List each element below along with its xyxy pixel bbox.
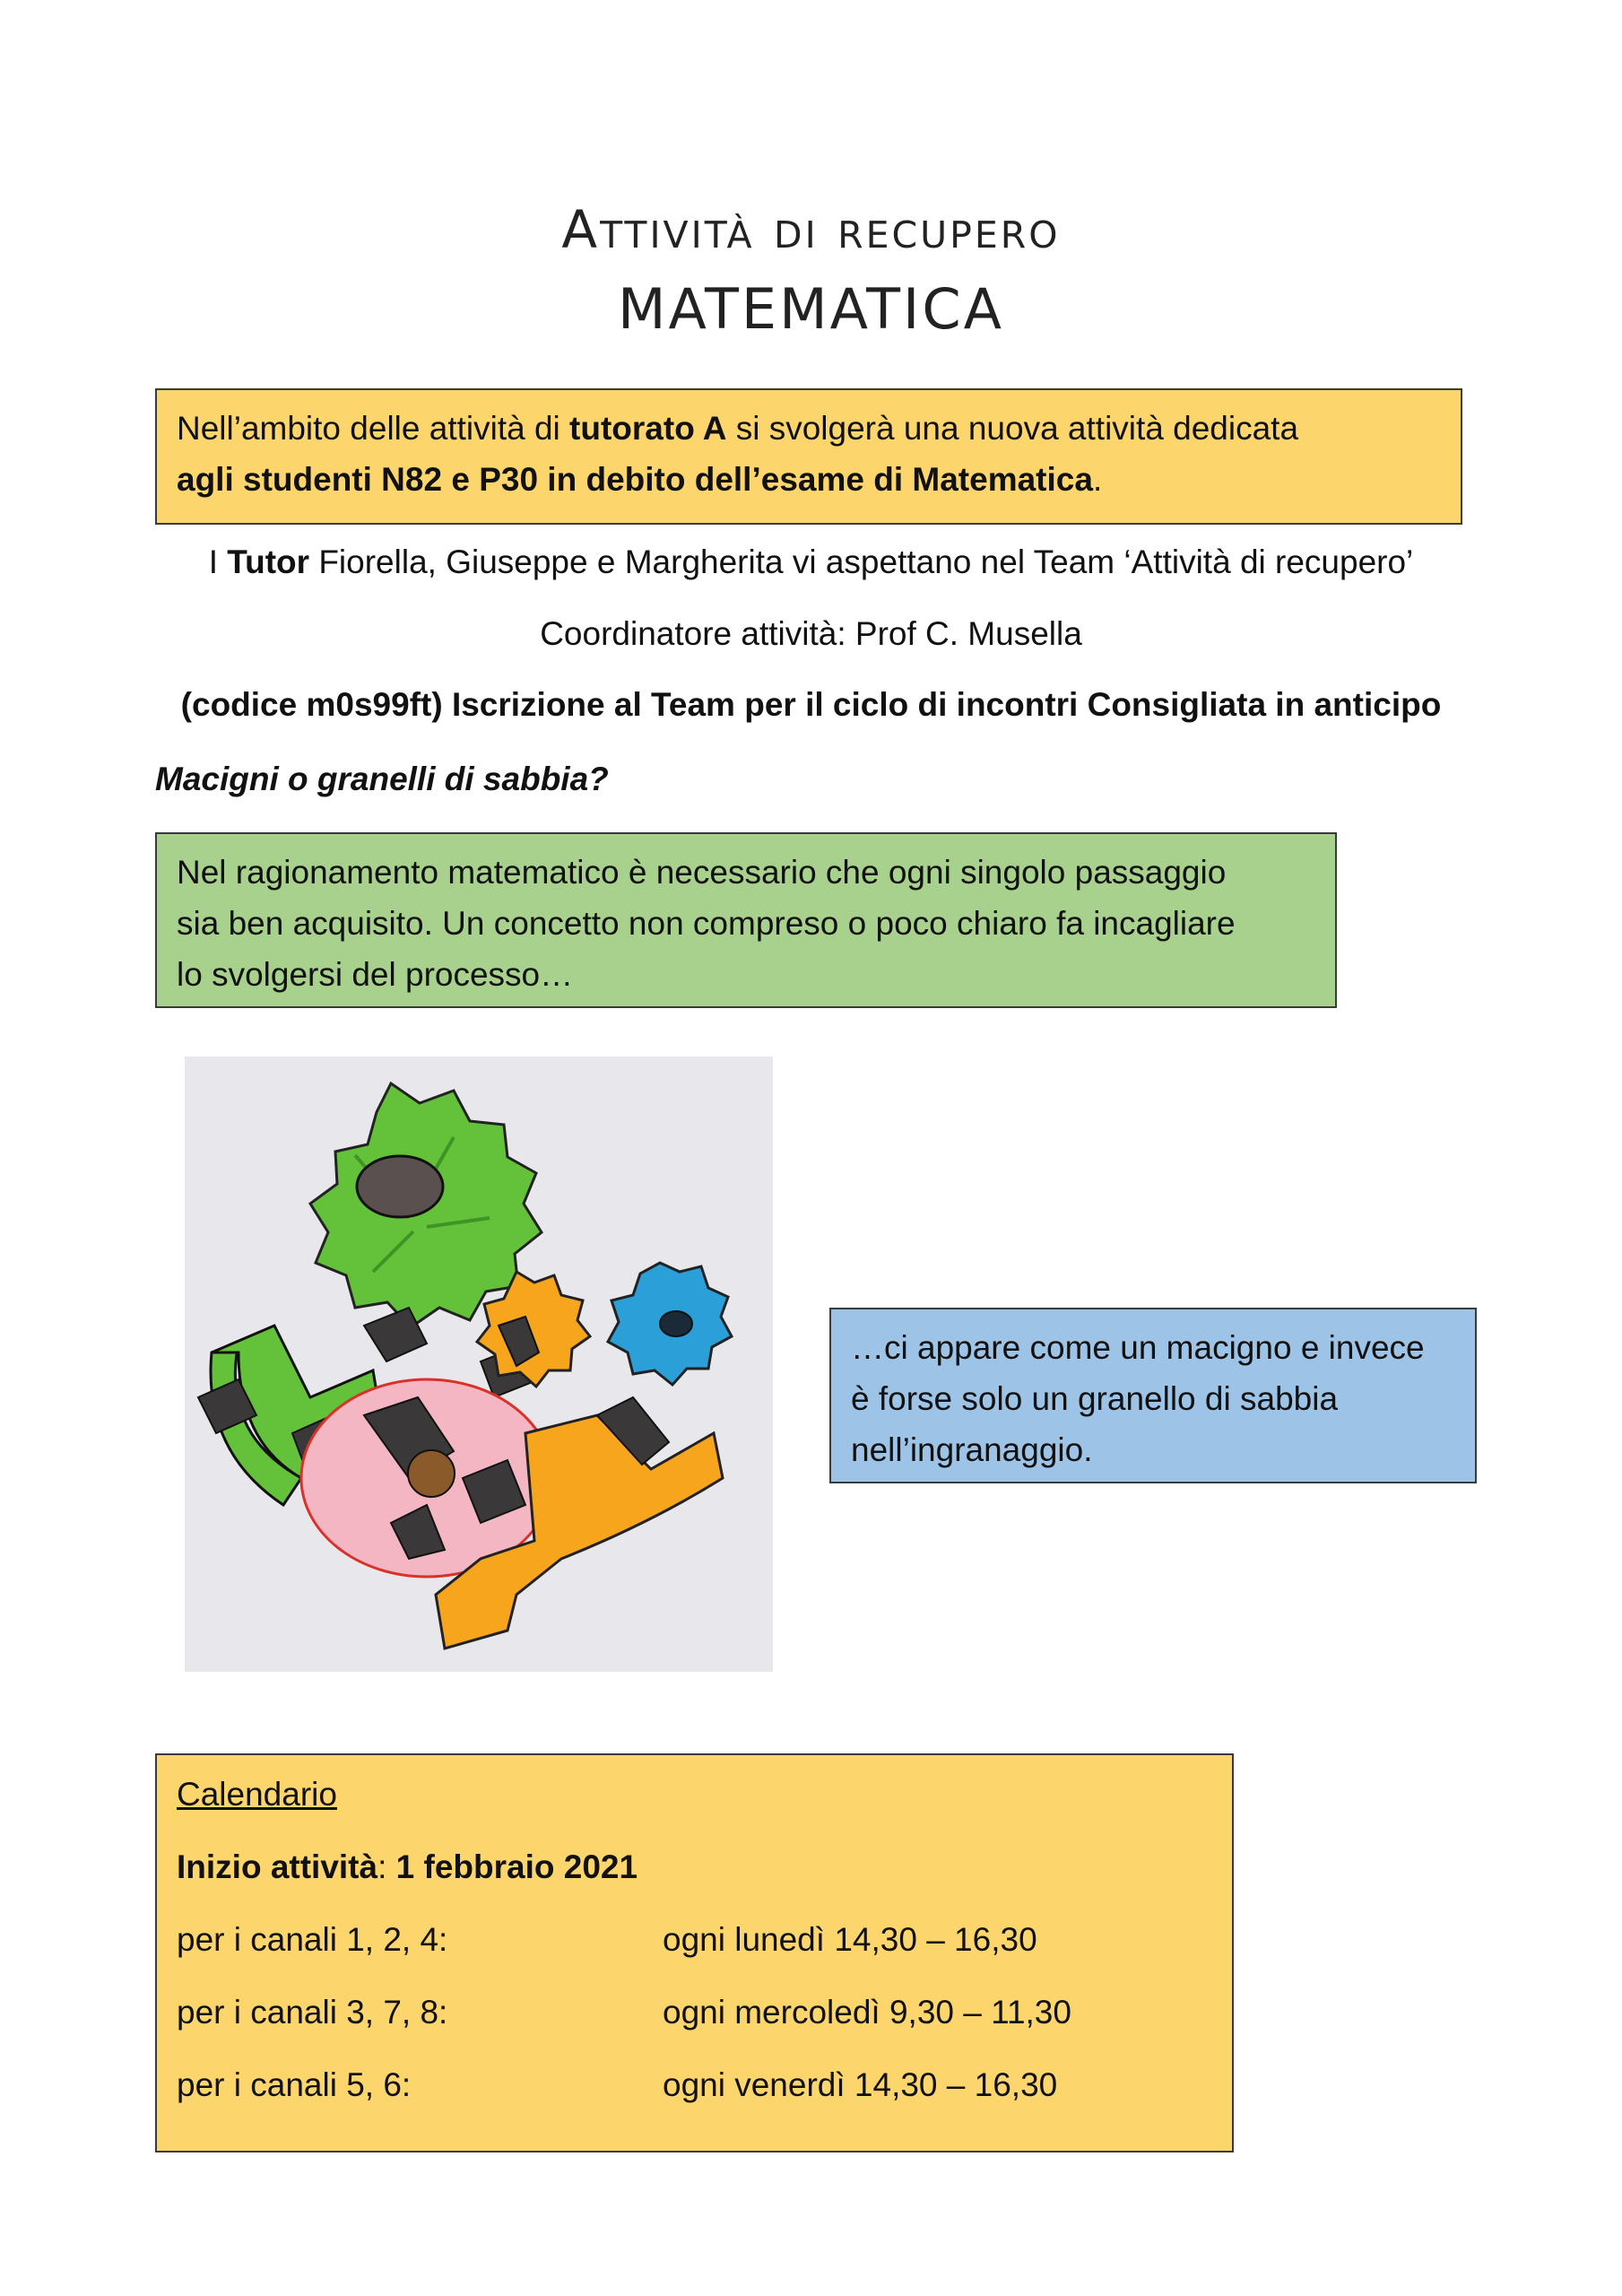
intro-box	[155, 388, 1462, 525]
page-title: Attività di recupero	[561, 199, 1061, 260]
calendar-start	[177, 1841, 638, 1892]
calendar-start-sep: :	[377, 1848, 396, 1885]
green-box	[155, 832, 1337, 1008]
blue-line-1: …ci appare come un macigno e invece	[851, 1329, 1425, 1366]
intro-bold-2: agli studenti N82 e P30 in debito dell’esame di Matematica	[177, 461, 1093, 498]
blue-box	[829, 1308, 1477, 1483]
calendar-row-value: ogni venerdì 14,30 – 16,30	[663, 2066, 1058, 2103]
intro-line-2	[177, 454, 1441, 505]
green-line-2: sia ben acquisito. Un concetto non compreso o poco chiaro fa incagliare	[177, 905, 1236, 942]
intro-text-2: si svolgerà una nuova attività dedicata	[726, 410, 1299, 447]
intro-line-1	[177, 403, 1441, 454]
coordinator-line: Coordinatore attività: Prof C. Musella	[540, 615, 1082, 652]
tutor-text: Fiorella, Giuseppe e Margherita vi aspettano nel Team ‘Attività di recupero’	[309, 544, 1414, 580]
green-line-1: Nel ragionamento matematico è necessario che ogni singolo passaggio	[177, 854, 1227, 891]
intro-text-1: Nell’ambito delle attività di	[177, 410, 570, 447]
tutor-prefix: I	[208, 544, 228, 580]
blue-line-3: nell’ingranaggio.	[851, 1431, 1093, 1468]
calendar-row-value: ogni mercoledì 9,30 – 11,30	[663, 1994, 1071, 2031]
section-heading: Macigni o granelli di sabbia?	[155, 761, 609, 797]
green-line-3: lo svolgersi del processo…	[177, 956, 574, 993]
calendar-box	[155, 1753, 1234, 2152]
calendar-row-value: ogni lunedì 14,30 – 16,30	[663, 1921, 1037, 1958]
intro-bold-1: tutorato A	[569, 410, 727, 447]
code-line: (codice m0s99ft) Iscrizione al Team per il ciclo di incontri Consigliata in anticipo	[180, 686, 1442, 723]
calendar-row-label: per i canali 5, 6:	[177, 2066, 412, 2103]
calendar-title: Calendario	[177, 1776, 337, 1813]
intro-text-3: .	[1092, 461, 1103, 498]
tutor-bold: Tutor	[227, 544, 310, 580]
blue-line-2: è forse solo un granello di sabbia	[851, 1380, 1339, 1417]
tutor-line	[0, 544, 1622, 581]
gears-illustration	[185, 1057, 773, 1672]
page-subtitle: MATEMATICA	[617, 276, 1005, 342]
calendar-row-label: per i canali 1, 2, 4:	[177, 1921, 448, 1958]
calendar-start-date: 1 febbraio 2021	[395, 1848, 638, 1885]
calendar-start-label: Inizio attività	[177, 1848, 378, 1885]
calendar-row-label: per i canali 3, 7, 8:	[177, 1994, 448, 2031]
